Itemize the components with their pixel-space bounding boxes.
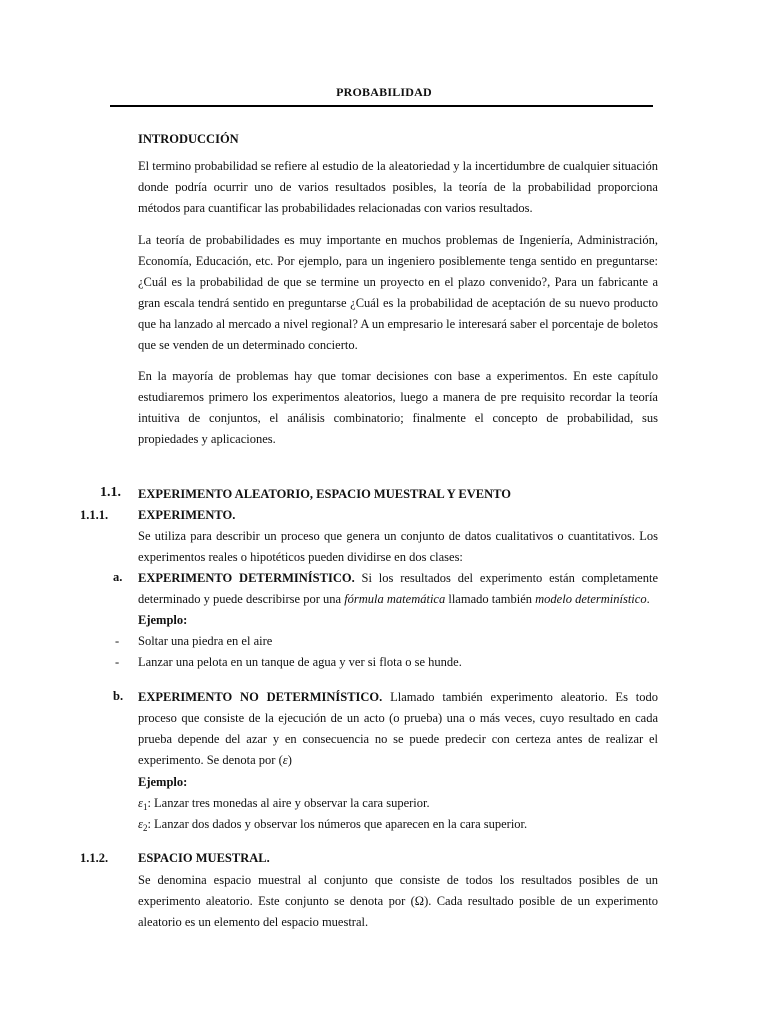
omega-symbol: Ω — [414, 894, 425, 908]
item-b-marker: b. — [113, 689, 124, 703]
epsilon-2-subscript: 2 — [142, 823, 148, 833]
item-b-example-2-text: : Lanzar dos dados y observar los números que aparecen en la cara superior. — [147, 817, 528, 831]
item-b-example-label: Ejemplo: — [138, 775, 188, 789]
item-a-term: EXPERIMENTO DETERMINÍSTICO. — [138, 571, 355, 585]
item-a-text-3: . — [646, 592, 650, 606]
item-a-example-label: Ejemplo: — [138, 613, 188, 627]
section-1-1-number: 1.1. — [100, 485, 121, 500]
item-a-text-1: Si los resultados del experimento están completamente determinado y puede describirse por una — [138, 571, 658, 606]
item-a-italic-1: fórmula matemática — [344, 592, 446, 606]
item-a-paragraph — [138, 568, 658, 610]
item-a-example-1: Soltar una piedra en el aire — [138, 634, 273, 648]
intro-paragraph-3: En la mayoría de problemas hay que tomar decisiones con base a experimentos. En este capítulo estudiaremos primero los experimentos aleatorios, luego a manera de pre requisito recordar la teoría intuitiva de conjuntos, el análisis combinatorio; finalmente el concepto de probabilidad, sus propiedades y aplicaciones. — [138, 369, 658, 446]
item-b-example-1-text: : Lanzar tres monedas al aire y observar la cara superior. — [147, 796, 430, 810]
item-a-example-1-marker: - — [115, 634, 120, 648]
intro-heading: INTRODUCCIÓN — [138, 132, 239, 146]
item-b-example-1 — [138, 796, 430, 812]
item-a-example-2-marker: - — [115, 655, 120, 669]
epsilon-2-symbol: ε — [138, 817, 143, 831]
item-b-paragraph — [138, 687, 658, 771]
section-1-1-2-body — [138, 870, 658, 933]
item-b-term: EXPERIMENTO NO DETERMINÍSTICO. — [138, 690, 383, 704]
epsilon-1-subscript: 1 — [142, 802, 148, 812]
section-1-1-1-heading: EXPERIMENTO. — [138, 508, 236, 522]
section-1-1-1-number: 1.1.1. — [80, 508, 109, 522]
item-b-example-2 — [138, 817, 527, 833]
item-a-italic-2: modelo determinístico — [535, 592, 647, 606]
epsilon-1-symbol: ε — [138, 796, 143, 810]
section-1-1-2-body-1: Se denomina espacio muestral al conjunto que consiste de todos los resultados posibles de un experimento aleatorio. Este conjunto se denota por ( — [138, 873, 658, 908]
section-1-1-2-number: 1.1.2. — [80, 851, 109, 865]
item-a-marker: a. — [113, 570, 123, 584]
item-b-text-end: ) — [287, 753, 292, 767]
epsilon-symbol: ε — [282, 753, 288, 767]
section-1-1-heading: EXPERIMENTO ALEATORIO, ESPACIO MUESTRAL Y EVENTO — [138, 487, 511, 501]
section-1-1-2-body-2: ). Cada resultado posible de un experimento aleatorio es un elemento del espacio muestral. — [138, 894, 658, 929]
item-b-text: Llamado también experimento aleatorio. Es todo proceso que consiste de la ejecución de un acto (o prueba) una o más veces, cuyo resultado en cada prueba depende del azar y en consecuencia no se puede predecir con certeza antes de realizar el experimento. Se denota por ( — [138, 690, 658, 767]
page-title: PROBABILIDAD — [336, 85, 432, 99]
intro-paragraph-2: La teoría de probabilidades es muy importante en muchos problemas de Ingeniería, Administración, Economía, Educación, etc. Por ejemplo, para un ingeniero posiblemente tenga sentido en preguntarse: ¿Cuál es la probabilidad de que se termine un proyecto en el plazo convenido?, Para un fabricante a gran escala tendrá sentido en preguntarse ¿Cuál es la probabilidad de aceptación de su nuevo producto que ha lanzado al mercado a nivel regional? A un empresario le interesará saber el porcentaje de boletos que se venden de un determinado concierto. — [138, 233, 658, 352]
section-1-1-2-heading: ESPACIO MUESTRAL. — [138, 851, 270, 865]
item-a-example-2: Lanzar una pelota en un tanque de agua y ver si flota o se hunde. — [138, 655, 462, 669]
title-rule — [110, 105, 653, 107]
intro-paragraph-1: El termino probabilidad se refiere al estudio de la aleatoriedad y la incertidumbre de cualquier situación donde podría ocurrir uno de varios resultados posibles, la teoría de la probabilidad proporciona métodos para cuantificar las probabilidades relacionadas con varios resultados. — [138, 159, 658, 215]
section-1-1-1-body: Se utiliza para describir un proceso que genera un conjunto de datos cualitativos o cuantitativos. Los experimentos reales o hipotéticos pueden dividirse en dos clases: — [138, 529, 658, 564]
item-a-text-2: llamado también — [445, 592, 536, 606]
